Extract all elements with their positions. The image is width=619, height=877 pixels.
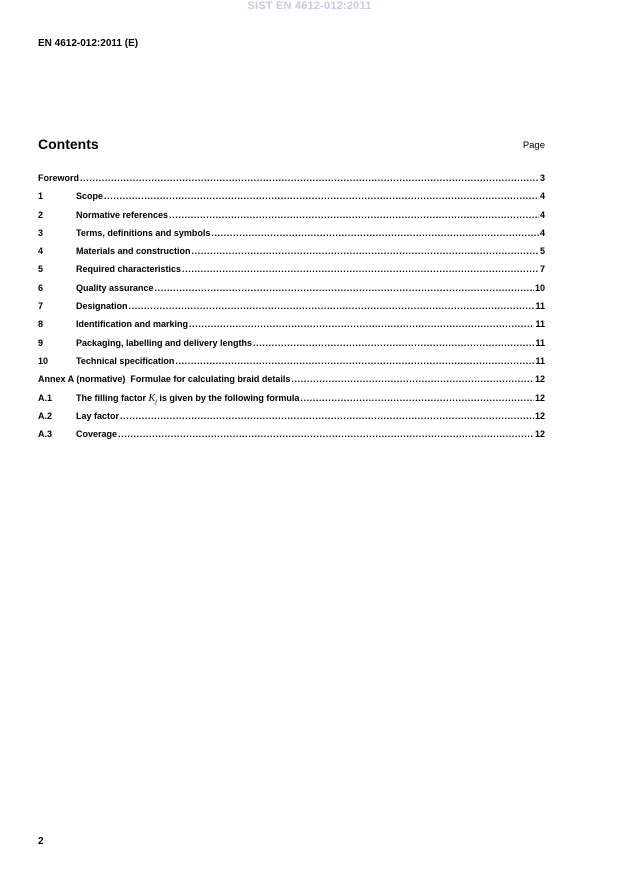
toc-entry-number: 2 xyxy=(38,209,44,220)
toc-entry-number: 3 xyxy=(38,227,44,238)
toc-entry-title: Technical specification xyxy=(76,355,175,366)
toc-entry-title: Lay factor xyxy=(76,410,120,421)
toc-entry-number: 4 xyxy=(38,246,44,257)
toc-entry-title: Identification and marking xyxy=(76,319,189,330)
watermark: SIST EN 4612-012:2011 xyxy=(247,0,372,12)
toc-entry-title: Packaging, labelling and delivery lengths xyxy=(76,337,253,348)
toc-entry-number: A.3 xyxy=(38,429,53,440)
toc-entry-number: 7 xyxy=(38,301,44,312)
toc-dot-leader xyxy=(175,356,534,366)
toc-entry-page: 5 xyxy=(539,246,545,257)
toc-entry-page: 4 xyxy=(539,209,545,220)
toc-entry-title: Normative references xyxy=(76,209,169,220)
page-column-heading: Page xyxy=(522,140,545,151)
toc-entry-filling-factor[interactable] xyxy=(38,393,545,411)
formula-subscript: f xyxy=(155,399,157,406)
toc-entry-title xyxy=(76,393,299,406)
toc-entry-title: Coverage xyxy=(76,429,118,440)
toc-entry-quality-assurance[interactable] xyxy=(38,283,545,301)
toc-entry-normative-references[interactable] xyxy=(38,210,545,228)
toc-entry-page: 12 xyxy=(534,429,545,440)
table-of-contents xyxy=(38,173,545,447)
toc-dot-leader xyxy=(169,210,539,220)
toc-entry-designation[interactable] xyxy=(38,301,545,319)
toc-dot-leader xyxy=(253,338,534,348)
toc-entry-number: A.1 xyxy=(38,392,53,403)
toc-entry-title: Materials and construction xyxy=(76,246,191,257)
toc-dot-leader xyxy=(155,283,534,293)
toc-entry-page: 12 xyxy=(534,374,545,385)
toc-entry-page: 11 xyxy=(535,337,545,348)
toc-entry-page: 12 xyxy=(534,410,545,421)
toc-entry-identification[interactable] xyxy=(38,319,545,337)
toc-entry-number: 10 xyxy=(38,355,49,366)
toc-entry-page: 11 xyxy=(535,301,545,312)
toc-entry-number: 1 xyxy=(38,191,44,202)
toc-entry-technical-specification[interactable] xyxy=(38,356,545,374)
toc-entry-coverage[interactable] xyxy=(38,429,545,447)
toc-entry-materials[interactable] xyxy=(38,246,545,264)
toc-dot-leader xyxy=(129,301,535,311)
toc-dot-leader xyxy=(120,411,534,421)
toc-entry-lay-factor[interactable] xyxy=(38,411,545,429)
toc-entry-scope[interactable] xyxy=(38,191,545,209)
toc-entry-annex-a[interactable] xyxy=(38,374,545,392)
toc-entry-page: 4 xyxy=(539,191,545,202)
toc-dot-leader xyxy=(80,173,539,183)
contents-title: Contents xyxy=(38,136,99,152)
toc-dot-leader xyxy=(192,246,539,256)
toc-entry-terms[interactable] xyxy=(38,228,545,246)
toc-entry-page: 7 xyxy=(539,264,545,275)
toc-entry-number: 9 xyxy=(38,337,44,348)
toc-entry-page: 11 xyxy=(535,355,545,366)
toc-entry-required-characteristics[interactable] xyxy=(38,264,545,282)
toc-entry-number: 6 xyxy=(38,282,44,293)
toc-dot-leader xyxy=(211,228,539,238)
toc-entry-number: 5 xyxy=(38,264,44,275)
toc-entry-page: 10 xyxy=(534,282,545,293)
toc-entry-page: 4 xyxy=(539,227,545,238)
toc-dot-leader xyxy=(189,319,534,329)
page-number: 2 xyxy=(38,836,44,847)
formula-variable: K xyxy=(148,392,156,404)
toc-entry-foreword[interactable] xyxy=(38,173,545,191)
toc-entry-page: 11 xyxy=(535,319,545,330)
toc-entry-number: 8 xyxy=(38,319,44,330)
toc-entry-title: Quality assurance xyxy=(76,282,154,293)
toc-entry-page: 3 xyxy=(539,173,545,183)
toc-entry-title: Scope xyxy=(76,191,104,202)
toc-entry-page: 12 xyxy=(534,392,545,403)
toc-entry-title: Designation xyxy=(76,301,128,312)
toc-dot-leader xyxy=(182,264,539,274)
toc-title-text-pre: The filling factor xyxy=(76,392,149,403)
toc-entry-title: Annex A (normative) Formulae for calculating braid details xyxy=(38,374,291,385)
toc-entry-title: Foreword xyxy=(38,173,80,183)
toc-dot-leader xyxy=(300,393,534,403)
toc-entry-packaging[interactable] xyxy=(38,338,545,356)
toc-dot-leader xyxy=(291,374,534,384)
toc-entry-number: A.2 xyxy=(38,410,53,421)
document-code-header: EN 4612-012:2011 (E) xyxy=(38,38,139,49)
toc-entry-title: Terms, definitions and symbols xyxy=(76,227,211,238)
toc-dot-leader xyxy=(104,191,539,201)
toc-dot-leader xyxy=(118,429,534,439)
toc-title-text-post: is given by the following formula xyxy=(156,392,300,403)
toc-entry-title: Required characteristics xyxy=(76,264,182,275)
